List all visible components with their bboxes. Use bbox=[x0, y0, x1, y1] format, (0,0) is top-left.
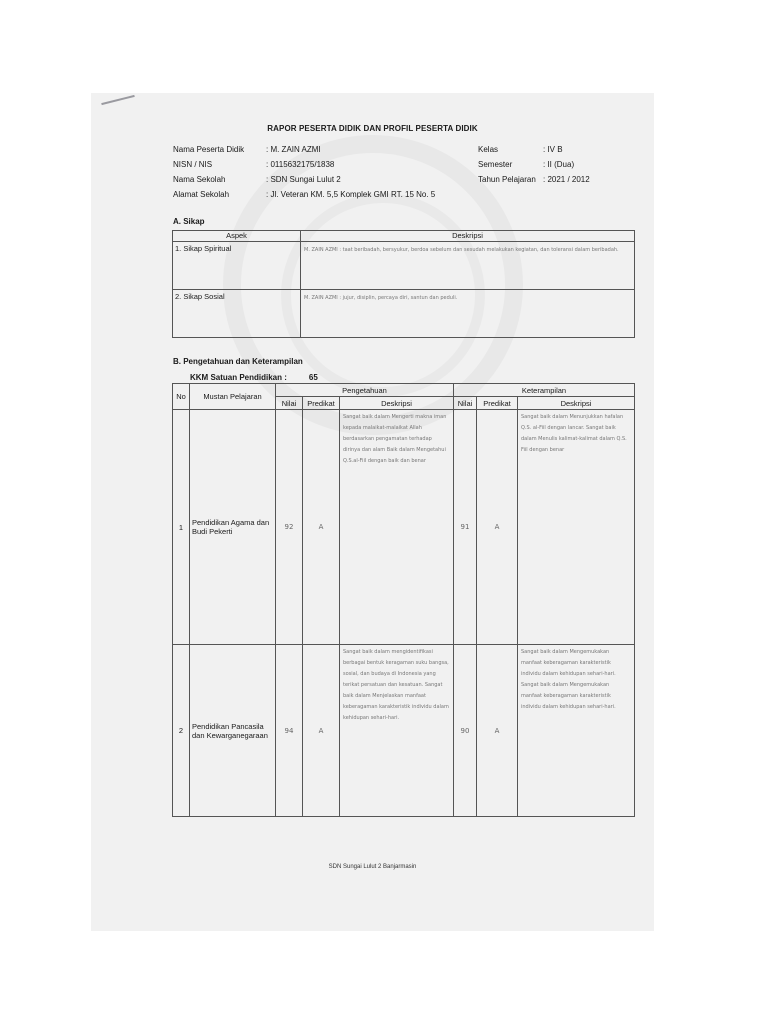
skill-grade: A bbox=[477, 410, 518, 645]
table-row bbox=[173, 290, 635, 338]
pencil-mark bbox=[101, 95, 134, 105]
column-header-nilai: Nilai bbox=[276, 397, 303, 410]
section-heading-sikap: A. Sikap bbox=[173, 217, 205, 226]
page-footer: SDN Sungai Lulut 2 Banjarmasin bbox=[328, 864, 417, 870]
identity-label: Nama Peserta Didik bbox=[173, 145, 245, 154]
column-header-mapel: Mustan Pelajaran bbox=[190, 384, 276, 410]
table-header-row bbox=[173, 384, 635, 397]
identity-row-address bbox=[173, 187, 435, 202]
table-row bbox=[173, 410, 635, 645]
identity-row-name bbox=[173, 142, 435, 157]
knowledge-description: Sangat baik dalam mengidentifikasi berbagai bentuk keragaman suku bangsa, sosial, dan budaya di Indonesia yang terikat persatuan dan kesatuan. Sangat baik dalam Menjelaskan manfaat keberagaman karakteristik individu dalam kehidupan sehari-hari. bbox=[340, 645, 454, 817]
column-header-deskripsi: Deskripsi bbox=[301, 231, 635, 242]
identity-row-semester bbox=[478, 157, 590, 172]
kkm-value: 65 bbox=[308, 373, 318, 382]
column-header-nilai: Nilai bbox=[454, 397, 477, 410]
skill-grade: A bbox=[477, 645, 518, 817]
identity-value: : M. ZAIN AZMI bbox=[266, 145, 321, 154]
column-header-deskripsi: Deskripsi bbox=[340, 397, 454, 410]
kkm-line bbox=[190, 373, 318, 382]
skill-score: 91 bbox=[454, 410, 477, 645]
skill-description: Sangat baik dalam Menunjukkan hafalan Q.S. al-Fiil dengan lancar. Sangat baik dalam Menulis kalimat-kalimat dalam Q.S. Fiil dengan benar bbox=[518, 410, 635, 645]
deskripsi-cell: M. ZAIN AZMI : jujur, disiplin, percaya diri, santun dan peduli. bbox=[301, 290, 635, 338]
group-header-keterampilan: Keterampilan bbox=[454, 384, 635, 397]
column-header-predikat: Predikat bbox=[303, 397, 340, 410]
deskripsi-cell: M. ZAIN AZMI : taat beribadah, bersyukur, berdoa sebelum dan sesudah melakukan kegiatan, dan toleransi dalam beribadah. bbox=[301, 242, 635, 290]
row-number: 1 bbox=[173, 410, 190, 645]
column-header-no: No bbox=[173, 384, 190, 410]
identity-label: Alamat Sekolah bbox=[173, 190, 230, 199]
student-identity-right bbox=[478, 142, 590, 187]
column-header-predikat: Predikat bbox=[477, 397, 518, 410]
identity-row-class bbox=[478, 142, 590, 157]
group-header-pengetahuan: Pengetahuan bbox=[276, 384, 454, 397]
skill-score: 90 bbox=[454, 645, 477, 817]
report-title: RAPOR PESERTA DIDIK DAN PROFIL PESERTA DIDIK bbox=[267, 124, 478, 133]
knowledge-description: Sangat baik dalam Mengerti makna iman kepada malaikat-malaikat Allah berdasarkan pengamatan terhadap dirinya dan alam Baik dalam Mengetahui Q.S.al-Fiil dengan baik dan benar bbox=[340, 410, 454, 645]
identity-label: Kelas bbox=[478, 145, 499, 154]
sikap-table bbox=[172, 230, 635, 338]
identity-label: Tahun Pelajaran bbox=[478, 175, 536, 184]
table-row bbox=[173, 645, 635, 817]
aspek-cell: 2. Sikap Sosial bbox=[173, 290, 301, 338]
knowledge-score: 94 bbox=[276, 645, 303, 817]
identity-value: : SDN Sungai Lulut 2 bbox=[266, 175, 341, 184]
table-header-row bbox=[173, 231, 635, 242]
identity-label: Nama Sekolah bbox=[173, 175, 226, 184]
grades-table bbox=[172, 383, 635, 817]
section-heading-pengetahuan: B. Pengetahuan dan Keterampilan bbox=[173, 357, 303, 366]
knowledge-grade: A bbox=[303, 645, 340, 817]
student-identity-left bbox=[173, 142, 435, 202]
identity-row-school bbox=[173, 172, 435, 187]
identity-row-year bbox=[478, 172, 590, 187]
identity-value: : Jl. Veteran KM. 5,5 Komplek GMI RT. 15 No. 5 bbox=[266, 190, 436, 199]
identity-row-nisn bbox=[173, 157, 435, 172]
row-number: 2 bbox=[173, 645, 190, 817]
identity-value: : IV B bbox=[543, 145, 563, 154]
identity-value: : II (Dua) bbox=[543, 160, 575, 169]
subject-cell: Pendidikan Agama dan Budi Pekerti bbox=[190, 410, 276, 645]
skill-description: Sangat baik dalam Mengemukakan manfaat keberagaman karakteristik individu dalam kehidupan sehari-hari. Sangat baik dalam Mengemukakan manfaat keberagaman karakteristik individu dalam kehidupan sehari-hari. bbox=[518, 645, 635, 817]
identity-label: NISN / NIS bbox=[173, 160, 213, 169]
aspek-cell: 1. Sikap Spiritual bbox=[173, 242, 301, 290]
kkm-label: KKM Satuan Pendidikan : bbox=[190, 373, 287, 382]
identity-label: Semester bbox=[478, 160, 513, 169]
subject-cell: Pendidikan Pancasila dan Kewarganegaraan bbox=[190, 645, 276, 817]
report-page bbox=[91, 93, 654, 931]
identity-value: : 0115632175/1838 bbox=[266, 160, 335, 169]
knowledge-grade: A bbox=[303, 410, 340, 645]
knowledge-score: 92 bbox=[276, 410, 303, 645]
column-header-deskripsi: Deskripsi bbox=[518, 397, 635, 410]
identity-value: : 2021 / 2012 bbox=[543, 175, 590, 184]
table-row bbox=[173, 242, 635, 290]
column-header-aspek: Aspek bbox=[173, 231, 301, 242]
